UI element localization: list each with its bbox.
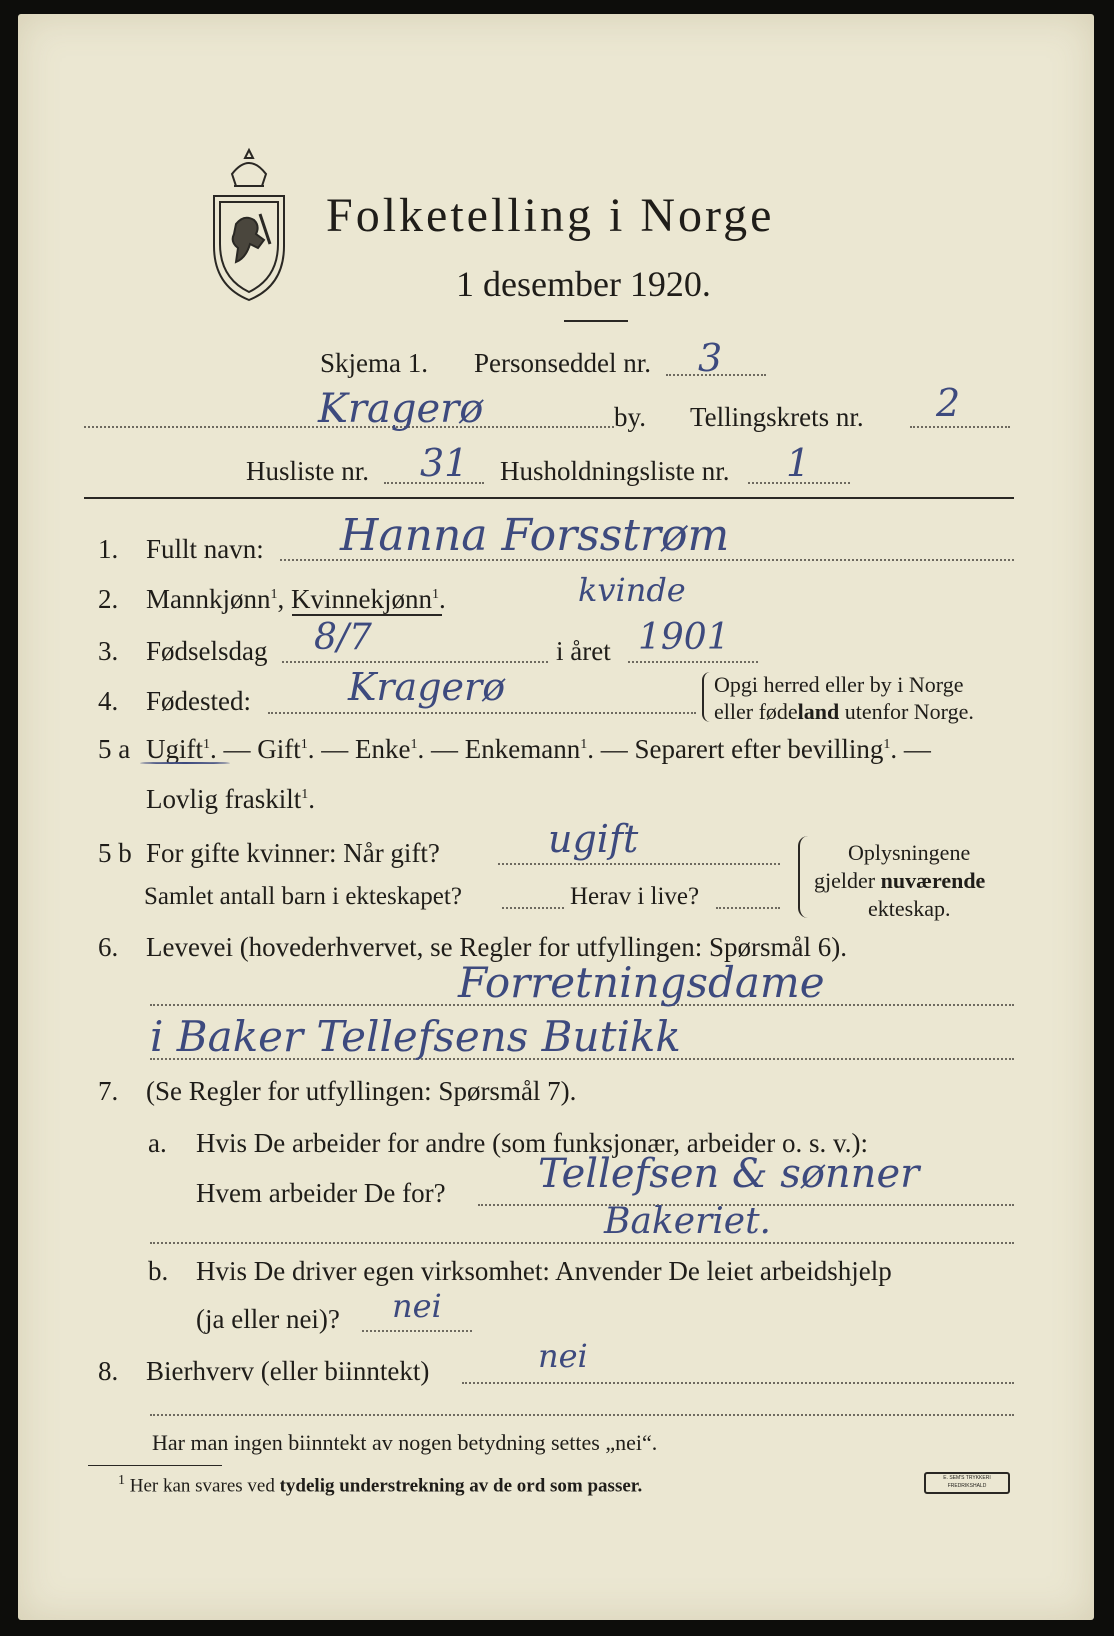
footnote [118,1474,642,1495]
q3-label: Fødselsdag [146,636,268,666]
footnote-mark: 1 [301,787,309,802]
fraskilt-option: Lovlig fraskilt [146,784,302,814]
enkemann-option: Enkemann [464,734,581,764]
q1-label: Fullt navn: [146,534,264,564]
q7b-letter: b. [148,1256,169,1286]
footer-note: Har man ingen biinntekt av nogen betydning settes „nei“. [152,1430,658,1455]
q3-dots [282,661,548,663]
q7-label: (Se Regler for utfyllingen: Spørsmål 7). [146,1076,577,1106]
q7a-text: Hvis De arbeider for andre (som funksjonær, arbeider o. s. v.): [196,1128,868,1158]
birthplace-value: Kragerø [348,665,506,709]
tellingskrets-dots [910,426,1010,428]
form-title: Folketelling i Norge [326,189,775,242]
q1-number: 1. [98,534,119,564]
alive-label: Herav i live? [570,883,700,910]
separert-option: Separert efter bevilling [634,734,884,764]
q7-number: 7. [98,1076,119,1106]
q6-label: Levevei (hovederhvervet, se Regler for utfyllingen: Spørsmål 6). [146,932,848,962]
tellingskrets-value: 2 [936,381,961,425]
note-text: gjelder [814,868,881,893]
kvinnekjonn-underline [292,614,442,616]
children-dots [502,907,564,909]
tellingskrets-label: Tellingskrets nr. [690,402,864,432]
q7b-question: (ja eller nei)? [196,1304,340,1334]
hired-help-value: nei [392,1287,442,1325]
q7a-letter: a. [148,1128,167,1158]
separator: . — [307,734,349,764]
separator: . — [890,734,931,764]
separator: . — [210,734,251,764]
alive-dots [716,907,780,909]
census-form [18,14,1094,1620]
q8-dots-2 [150,1414,1014,1416]
q3-number: 3. [98,636,119,666]
note-bold: nuværende [880,868,986,893]
children-label: Samlet antall barn i ekteskapet? [144,883,462,910]
husholdning-label: Husholdningsliste nr. [500,456,730,486]
husliste-label: Husliste nr. [246,456,370,486]
printer-stamp: E. SEM'S TRYKKERI FREDRIKSHALD [924,1472,1010,1494]
q4-brace [702,672,710,722]
personseddel-value: 3 [698,336,723,380]
q4-label: Fødested: [146,686,251,716]
q2-number: 2. [98,584,119,614]
coat-of-arms-icon [204,144,294,304]
q2-options [146,586,446,613]
year-dots [628,661,758,663]
q8-dots-1 [462,1382,1014,1384]
footnote-mark: 1 [203,737,210,752]
by-value: Kragerø [318,386,484,432]
full-name-value: Hanna Forsstrøm [340,510,730,561]
period: . [308,784,315,814]
q5a-number: 5 a [98,734,131,764]
separator: , [277,584,291,614]
q7b-text: Hvis De driver egen virksomhet: Anvender De leiet arbeidshjelp [196,1256,892,1286]
note-text: eller føde [714,699,798,724]
note-text: utenfor Norge. [839,699,974,724]
q7a-question: Hvem arbeider De for? [196,1178,446,1208]
married-when-value: ugift [548,817,639,861]
marital-options [146,736,931,763]
husliste-value: 31 [420,441,469,485]
note-bold: land [797,699,840,724]
footnote-mark: 1 [410,737,418,752]
footnote-mark: 1 [580,737,588,752]
q4-note-line1: Opgi herred eller by i Norge [714,672,964,697]
q5b-number: 5 b [98,838,132,868]
gift-option: Gift [257,734,301,764]
q5b-note-line2 [814,870,985,892]
kvinnekjonn-option: Kvinnekjønn [291,584,432,614]
employer-value-1: Tellefsen & sønner [538,1151,920,1197]
husholdning-value: 1 [786,441,811,485]
q7a-dots-2 [150,1242,1014,1244]
skjema-label: Skjema 1. [320,348,428,378]
birth-year-value: 1901 [638,617,730,658]
q5b-brace [798,836,808,918]
q7b-dots [362,1330,472,1332]
period: . [439,584,446,614]
personseddel-label: Personseddel nr. [474,348,651,378]
separator: . — [417,734,458,764]
footnote-mark: 1 [300,737,308,752]
ugift-option: Ugift [146,734,203,764]
year-label: i året [556,636,611,666]
footnote-bold: tydelig understrekning av de ord som passer. [279,1475,643,1497]
q6-number: 6. [98,932,119,962]
q4-dots [268,712,696,714]
mannkjonn-option: Mannkjønn [146,584,271,614]
footnote-mark: 1 [883,737,891,752]
header-rule [84,497,1014,499]
footnote-number: 1 [118,1473,125,1488]
ugift-underline [140,762,230,764]
footnote-mark: 1 [270,587,278,602]
census-date: 1 desember 1920. [456,264,711,304]
enke-option: Enke [355,734,411,764]
q5b-dots [498,863,780,865]
occupation-value-1: Forretningsdame [458,958,825,1007]
sex-value: kvinde [578,571,686,609]
q4-number: 4. [98,686,119,716]
footnote-text: Her kan svares ved [129,1475,280,1497]
q5b-label: For gifte kvinner: Når gift? [146,838,440,868]
footnote-mark: 1 [432,587,439,602]
footnote-rule [88,1465,222,1466]
occupation-value-2: i Baker Tellefsens Butikk [150,1012,681,1061]
fraskilt-option-line [146,786,315,813]
employer-value-2: Bakeriet. [604,1201,771,1242]
birthday-value: 8/7 [314,617,372,658]
q4-note-line2 [714,701,974,723]
title-divider [564,320,628,322]
side-income-value: nei [538,1337,588,1375]
q8-label: Bierhverv (eller biinntekt) [146,1356,430,1386]
q5b-note-line1: Oplysningene [848,840,971,865]
q8-number: 8. [98,1356,119,1386]
by-label: by. [614,402,646,432]
separator: . — [587,734,628,764]
q5b-note-line3: ekteskap. [868,896,951,921]
